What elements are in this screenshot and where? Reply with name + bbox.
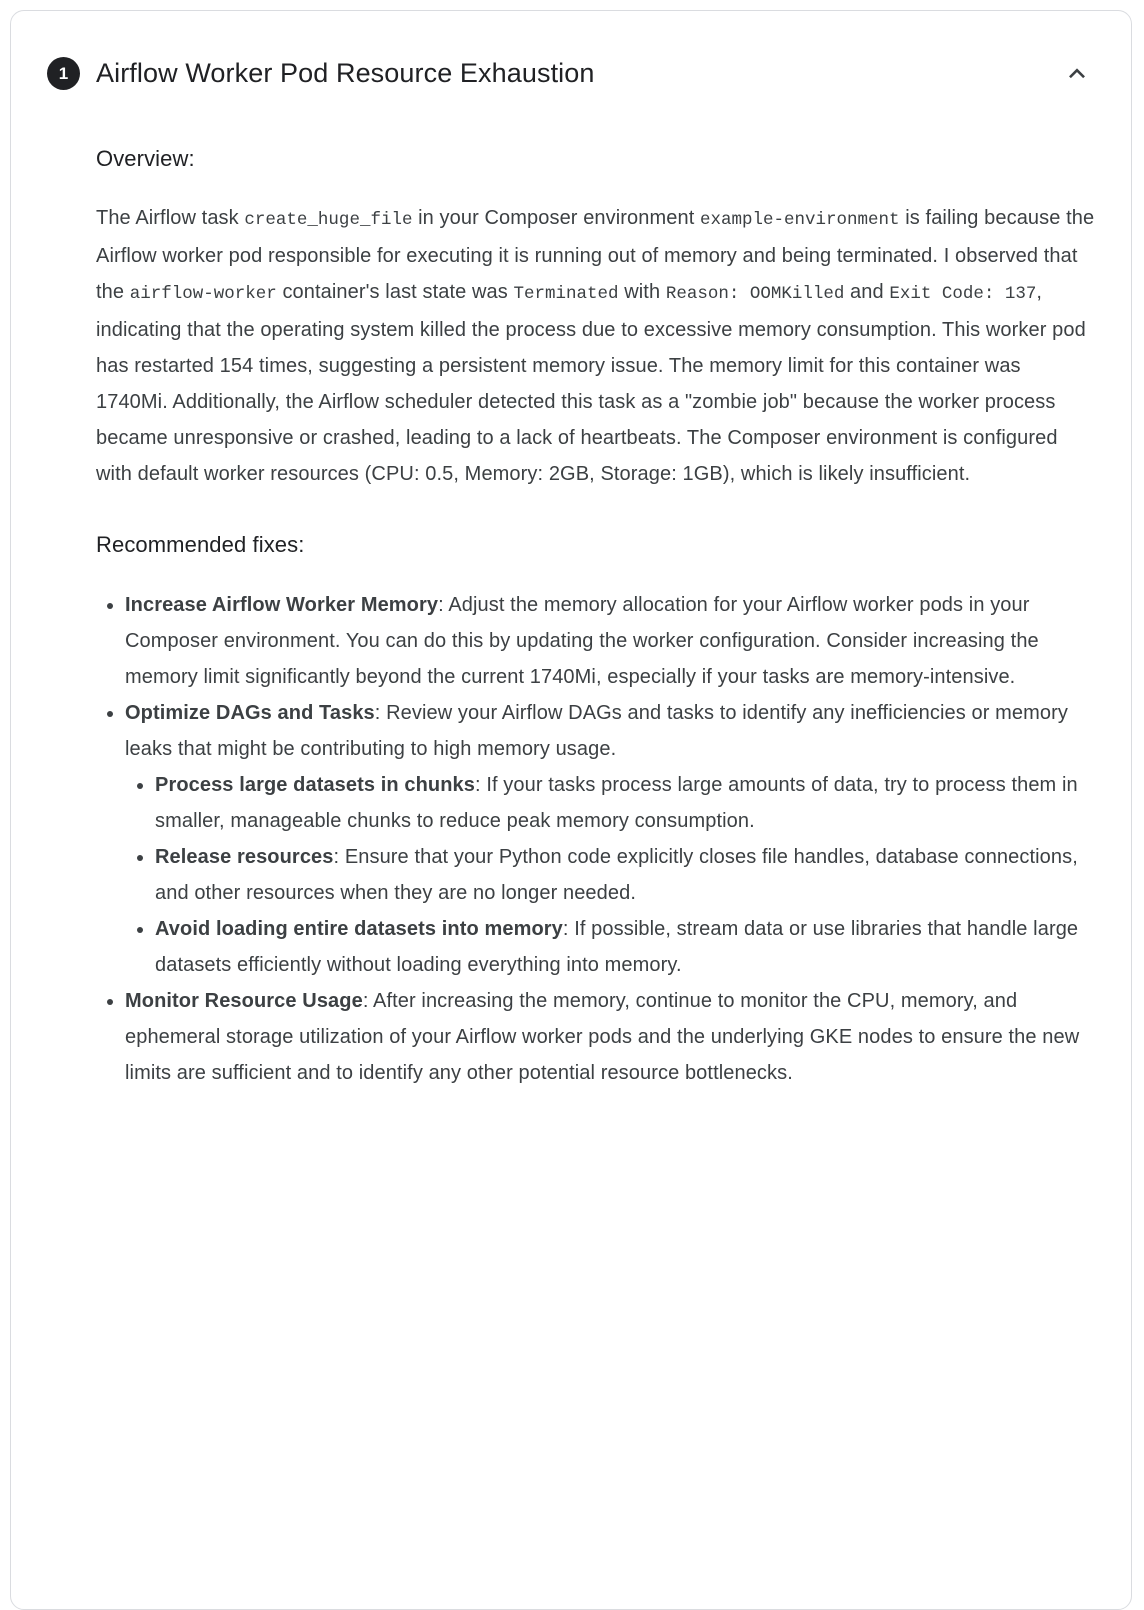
- fix-item: [125, 695, 1096, 983]
- issue-card-body: [11, 145, 1131, 1151]
- fix-item-text: : Review your Airflow DAGs and tasks to identify any inefficiencies or memory leaks that might be contributing to high memory usage.: [125, 702, 1068, 760]
- text-segment: in your Composer environment: [412, 207, 701, 229]
- fix-item: [125, 983, 1096, 1091]
- fix-item: [155, 839, 1096, 911]
- fix-item-title: Process large datasets in chunks: [155, 774, 476, 796]
- inline-code: Reason: OOMKilled: [665, 284, 845, 304]
- fix-item-title: Increase Airflow Worker Memory: [125, 594, 439, 616]
- overview-heading: Overview:: [96, 146, 195, 171]
- chevron-up-icon: [1064, 61, 1090, 87]
- inline-code: create_huge_file: [244, 210, 413, 230]
- text-segment: with: [618, 281, 666, 303]
- inline-code: airflow-worker: [129, 284, 277, 304]
- fixes-list: [96, 587, 1096, 1091]
- inline-code: example-environment: [700, 210, 900, 230]
- fix-sublist: [125, 767, 1096, 983]
- inline-code: Exit Code: 137: [889, 284, 1037, 304]
- text-segment: , indicating that the operating system killed the process due to excessive memory consumption. This worker pod has restarted 154 times, suggesting a persistent memory issue. The memory limit for this container was 1740Mi. Additionally, the Airflow scheduler detected this task as a "zombie job" because the worker process became unresponsive or crashed, leading to a lack of heartbeats. The Composer environment is configured with default worker resources (CPU: 0.5, Memory: 2GB, Storage: 1GB), which is likely insufficient.: [96, 281, 1086, 485]
- issue-title: Airflow Worker Pod Resource Exhaustion: [96, 58, 595, 88]
- collapse-button[interactable]: [1063, 60, 1091, 88]
- overview-paragraph: [96, 200, 1096, 492]
- inline-code: Terminated: [513, 284, 619, 304]
- text-segment: The Airflow task: [96, 207, 245, 229]
- text-segment: container's last state was: [276, 281, 514, 303]
- fix-item-title: Release resources: [155, 846, 334, 868]
- text-segment: and: [844, 281, 890, 303]
- fix-item-title: Avoid loading entire datasets into memory: [155, 918, 563, 940]
- fix-item: [125, 587, 1096, 695]
- fix-item-text: : If possible, stream data or use libraries that handle large datasets efficiently without loading everything into memory.: [155, 918, 1079, 976]
- issue-card-header[interactable]: [11, 11, 1131, 90]
- fix-item-text: : Adjust the memory allocation for your Airflow worker pods in your Composer environment. You can do this by updating the worker configuration. Consider increasing the memory limit significantly beyond the current 1740Mi, especially if your tasks are memory-intensive.: [125, 594, 1039, 688]
- text-segment: is failing because the Airflow worker pod responsible for executing it is running out of memory and being terminated. I observed that the: [96, 207, 1095, 303]
- fix-item-text: : Ensure that your Python code explicitly closes file handles, database connections, and other resources when they are no longer needed.: [155, 846, 1078, 904]
- issue-card: [10, 10, 1132, 1610]
- fixes-heading: Recommended fixes:: [96, 532, 305, 557]
- fix-item-title: Optimize DAGs and Tasks: [125, 702, 375, 724]
- issue-number-badge: 1: [47, 57, 80, 90]
- fix-item: [155, 767, 1096, 839]
- fix-item: [155, 911, 1096, 983]
- fix-item-title: Monitor Resource Usage: [125, 990, 363, 1012]
- fix-item-text: : After increasing the memory, continue to monitor the CPU, memory, and ephemeral storage utilization of your Airflow worker pods and the underlying GKE nodes to ensure the new limits are sufficient and to identify any other potential resource bottlenecks.: [125, 990, 1080, 1084]
- fix-item-text: : If your tasks process large amounts of data, try to process them in smaller, manageable chunks to reduce peak memory consumption.: [155, 774, 1078, 832]
